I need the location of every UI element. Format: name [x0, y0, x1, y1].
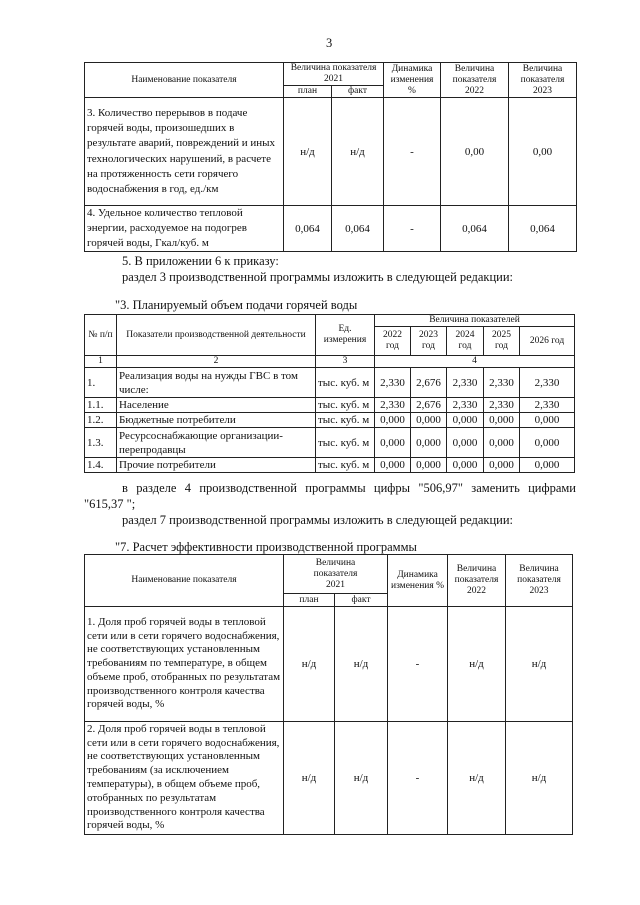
- header-name: Показатели производственной деятельности: [117, 315, 316, 356]
- table-row: 1.3. Ресурсоснабжающие организации-перепродавцы тыс. куб. м 0,000 0,000 0,000 0,000 0,000: [85, 428, 575, 458]
- table-row: 2. Доля проб горячей воды в тепловой сети или в сети горячего водоснабжения, не соответствующих установленным требованиям (за исключением температуры), в общем объеме проб, отобранных по результатам производственного контроля качества горячей воды, % н/д н/д - н/д н/д: [85, 722, 573, 835]
- table-row: 3. Количество перерывов в подаче горячей воды, произошедших в результате аварий, повреждений и иных технологических нарушений, в расчете на протяженность сети горячего водоснабжения в год, ед./км н/д н/д - 0,00 0,00: [85, 98, 577, 206]
- header-value-2021: Величина показателя 2021: [284, 63, 384, 86]
- header-plan: план: [284, 594, 335, 607]
- header-2023: Величина показателя 2023: [509, 63, 577, 98]
- table3-title: "7. Расчет эффективности производственной программы: [115, 540, 417, 554]
- header-fact: факт: [335, 594, 388, 607]
- table-row: 4. Удельное количество тепловой энергии, расходуемое на подогрев горячей воды, Гкал/куб. м 0,064 0,064 - 0,064 0,064: [85, 206, 577, 252]
- header-2023: Величина показателя 2023: [506, 555, 573, 607]
- paragraph-section4-cont: "615,37 ";: [84, 497, 136, 511]
- page-number: 3: [326, 36, 333, 50]
- header-plan: план: [284, 86, 332, 98]
- header-value-2021: Величина показателя 2021: [284, 555, 388, 594]
- table-row: 1.4. Прочие потребители тыс. куб. м 0,000 0,000 0,000 0,000 0,000: [85, 458, 575, 473]
- header-values: Величина показателей: [375, 315, 575, 327]
- paragraph-section4: в разделе 4 производственной программы цифры "506,97" заменить цифрами: [122, 481, 576, 495]
- header-unit: Ед. измерения: [316, 315, 375, 356]
- table-row: 1.1. Население тыс. куб. м 2,330 2,676 2,330 2,330 2,330: [85, 398, 575, 413]
- header-dynamics: Динамика изменения %: [388, 555, 448, 607]
- header-2022: Величина показателя 2022: [448, 555, 506, 607]
- table2-title: "3. Планируемый объем подачи горячей воды: [115, 298, 358, 312]
- header-num: № п/п: [85, 315, 117, 356]
- table-row: 1. Доля проб горячей воды в тепловой сети или в сети горячего водоснабжения, не соответствующих установленным требованиям по температуре, в общем объеме проб, отобранных по результатам производственного контроля качества горячей воды, % н/д н/д - н/д н/д: [85, 607, 573, 722]
- header-dynamics: Динамика изменения %: [384, 63, 441, 98]
- indicators-table-1: [84, 62, 577, 252]
- header-name: Наименование показателя: [85, 555, 284, 607]
- paragraph-section3: раздел 3 производственной программы изложить в следующей редакции:: [122, 270, 514, 284]
- hot-water-supply-table: № п/п Показатели производственной деятельности Ед. измерения Величина показателей 2022 год 2023 год 2024 год 2025 год 2026 год 1 2 3 4 1. Реализация воды на нужды ГВС в том числе: тыс. куб. м 2,330 2,676 2,330 2,330 2,330 1.1. Население тыс. куб. м 2,330 2,676 2,330 2,330 2,330 1.2. Бюджетные потребители тыс. куб. м 0,000 0,000 0,000 0,000 0,000 1.3. Ресурсоснабжающие организации-перепродавцы тыс. куб. м 0,000 0,000 0,000 0,000 0,000 1.4. Прочие потребители тыс. куб. м 0,000 0,000 0,000 0,000 0,000: [84, 314, 575, 473]
- table-row: 1. Реализация воды на нужды ГВС в том числе: тыс. куб. м 2,330 2,676 2,330 2,330 2,330: [85, 368, 575, 398]
- header-fact: факт: [332, 86, 384, 98]
- paragraph-section7: раздел 7 производственной программы изложить в следующей редакции:: [122, 513, 514, 527]
- efficiency-table: [84, 554, 573, 835]
- table-row: 1.2. Бюджетные потребители тыс. куб. м 0,000 0,000 0,000 0,000 0,000: [85, 413, 575, 428]
- header-2022: Величина показателя 2022: [441, 63, 509, 98]
- header-name: Наименование показателя: [85, 63, 284, 98]
- paragraph-appendix: 5. В приложении 6 к приказу:: [122, 254, 279, 268]
